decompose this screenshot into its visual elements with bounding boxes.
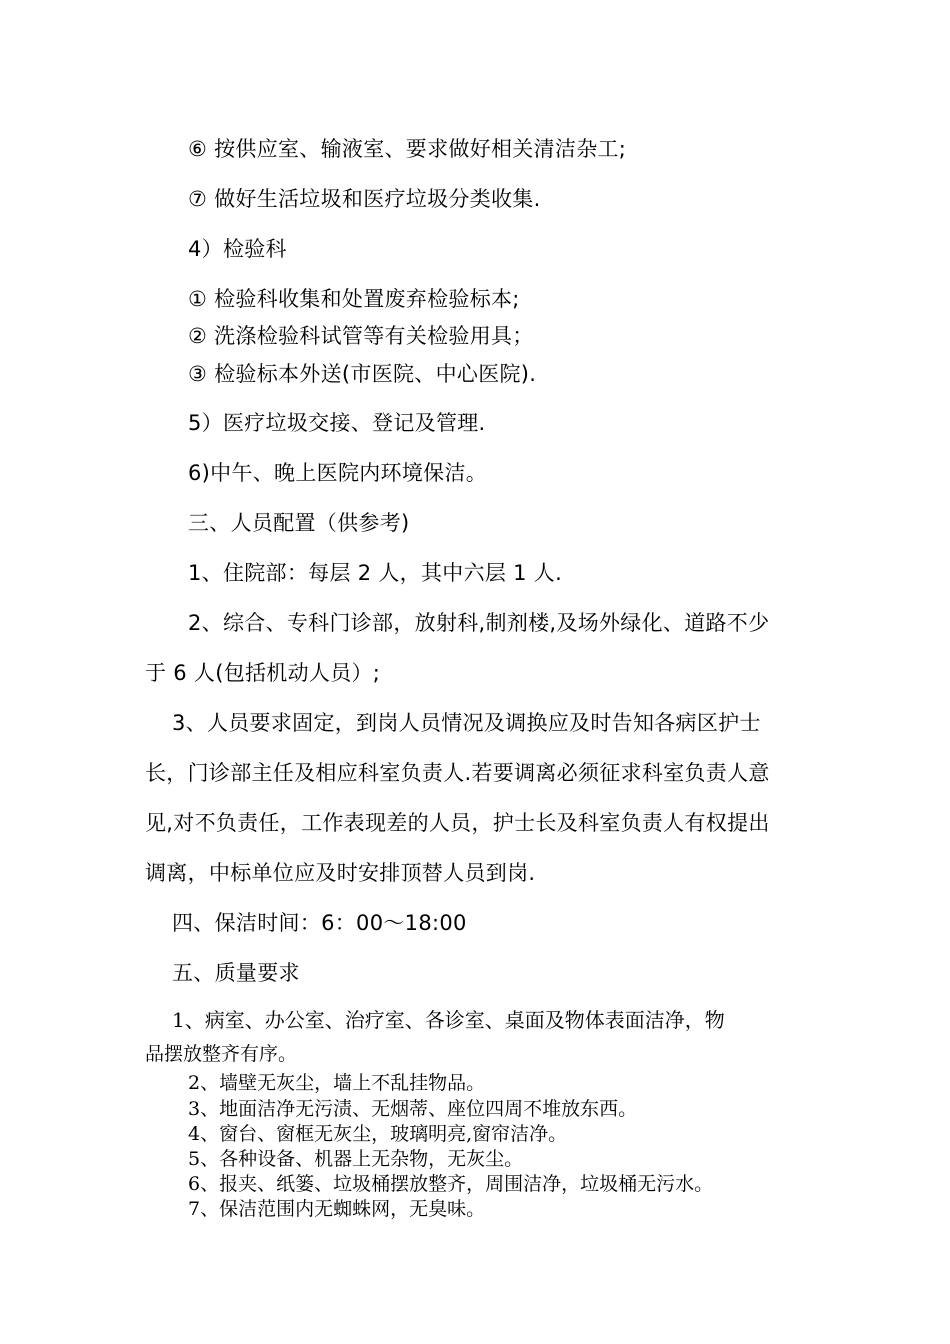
quality-item: 4、窗台、窗框无灰尘，玻璃明亮,窗帘洁净。	[188, 1123, 568, 1145]
text-line: 3、人员要求固定，到岗人员情况及调换应及时告知各病区护士	[172, 711, 761, 735]
section-heading: 6)中午、晚上医院内环境保洁。	[188, 461, 488, 485]
text-line: ① 检验科收集和处置废弃检验标本;	[188, 287, 520, 311]
quality-item: 7、保洁范围内无蜘蛛网，无臭味。	[188, 1198, 486, 1220]
quality-item: 1、病室、办公室、治疗室、各诊室、桌面及物体表面洁净，物	[172, 1008, 725, 1032]
quality-item: 3、地面洁净无污渍、无烟蒂、座位四周不堆放东西。	[188, 1098, 638, 1120]
text-line: ⑥ 按供应室、输液室、要求做好相关清洁杂工;	[188, 137, 627, 161]
text-line: 于 6 人(包括机动人员）;	[145, 661, 381, 685]
quality-item: 5、各种设备、机器上无杂物，无灰尘。	[188, 1148, 524, 1170]
section-heading: 四、保洁时间：6：00～18:00	[172, 911, 467, 935]
section-heading: 三、人员配置（供参考)	[188, 511, 410, 535]
section-heading: 4）检验科	[188, 237, 287, 261]
quality-item: 品摆放整齐有序。	[145, 1043, 298, 1065]
text-line: ③ 检验标本外送(市医院、中心医院).	[188, 362, 537, 386]
quality-item: 6、报夹、纸篓、垃圾桶摆放整齐，周围洁净，垃圾桶无污水。	[188, 1173, 714, 1195]
section-heading: 5）医疗垃圾交接、登记及管理.	[188, 411, 486, 435]
text-line: ② 洗涤检验科试管等有关检验用具；	[188, 324, 534, 348]
text-line: 调离，中标单位应及时安排顶替人员到岗.	[145, 861, 536, 885]
text-line: 长，门诊部主任及相应科室负责人.若要调离必须征求科室负责人意	[145, 761, 770, 785]
text-line: ⑦ 做好生活垃圾和医疗垃圾分类收集.	[188, 187, 541, 211]
section-heading: 五、质量要求	[172, 961, 300, 985]
text-line: 见,对不负责任，工作表现差的人员，护士长及科室负责人有权提出	[145, 811, 770, 835]
quality-item: 2、墙壁无灰尘，墙上不乱挂物品。	[188, 1072, 486, 1094]
text-line: 1、住院部：每层 2 人，其中六层 1 人.	[188, 561, 563, 585]
text-line: 2、综合、专科门诊部，放射科,制剂楼,及场外绿化、道路不少	[188, 611, 770, 635]
